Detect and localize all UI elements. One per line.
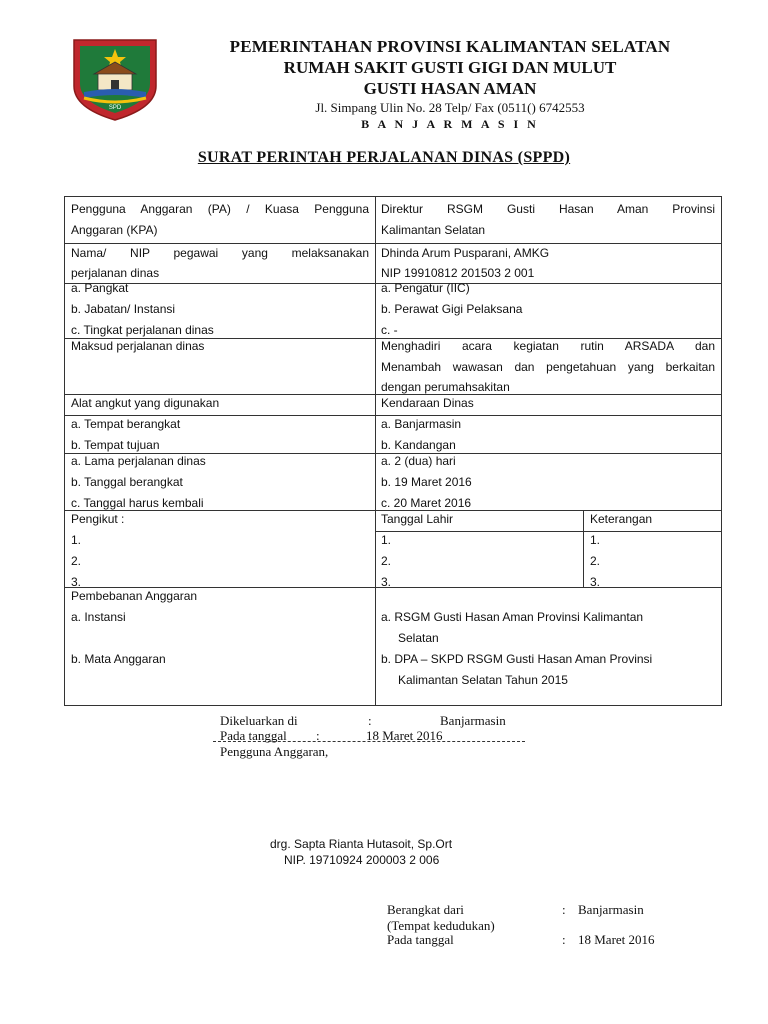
depart-date-value-2: 18 Maret 2016: [578, 932, 655, 947]
purpose-label: Maksud perjalanan dinas: [71, 339, 205, 353]
depart-date-value: b. 19 Maret 2016: [381, 475, 472, 489]
employee-name: Dhinda Arum Pusparani, AMKG: [381, 246, 550, 260]
pa-value-2: Kalimantan Selatan: [381, 223, 486, 237]
budget-agency-value-1: a. RSGM Gusti Hasan Aman Provinsi Kalimantan: [381, 610, 644, 624]
follower-num-3: 3.: [71, 575, 82, 589]
pa-label-1: Pengguna Anggaran (PA) / Kuasa Pengguna: [71, 202, 369, 216]
budget-agency-value-2: Selatan: [398, 631, 439, 645]
destination-value: b. Kandangan: [381, 438, 456, 452]
transport-value: Kendaraan Dinas: [381, 396, 474, 410]
budget-account-value-1: b. DPA – SKPD RSGM Gusti Hasan Aman Provinsi: [381, 652, 653, 666]
header-city: B A N J A R M A S I N: [361, 117, 539, 131]
signer-name: drg. Sapta Rianta Hutasoit, Sp.Ort: [270, 837, 453, 851]
home-base-label: (Tempat kedudukan): [387, 918, 495, 933]
depart-from-label: Berangkat dari: [387, 902, 464, 917]
header-address: Jl. Simpang Ulin No. 28 Telp/ Fax (0511() 6742553: [315, 100, 585, 115]
duration-label: a. Lama perjalanan dinas: [71, 454, 206, 468]
issued-at-colon: :: [368, 713, 372, 728]
employee-label-2: perjalanan dinas: [71, 266, 160, 280]
depart-from-value: Banjarmasin: [578, 902, 644, 917]
purpose-value-2: Menambah wawasan dan pengetahuan yang berkaitan: [381, 360, 715, 374]
issued-at-value: Banjarmasin: [440, 713, 506, 728]
return-date-label: c. Tanggal harus kembali: [71, 496, 204, 510]
notes-num-3: 3.: [590, 575, 601, 589]
header-line-1: PEMERINTAHAN PROVINSI KALIMANTAN SELATAN: [229, 37, 671, 56]
purpose-value-3: dengan perumahsakitan: [381, 380, 510, 394]
rank-label: a. Pangkat: [71, 281, 129, 295]
issued-at-label: Dikeluarkan di: [220, 713, 298, 728]
pa-label-2: Anggaran (KPA): [71, 223, 158, 237]
position-value: b. Perawat Gigi Pelaksana: [381, 302, 523, 316]
transport-label: Alat angkut yang digunakan: [71, 396, 220, 410]
notes-num-2: 2.: [590, 554, 601, 568]
header-line-3: GUSTI HASAN AMAN: [363, 79, 537, 98]
employee-label-1: Nama/ NIP pegawai yang melaksanakan: [71, 246, 369, 260]
sppd-table: [64, 196, 722, 706]
depart-date-colon: :: [562, 932, 566, 947]
budget-agency-label: a. Instansi: [71, 610, 126, 624]
followers-label: Pengikut :: [71, 512, 125, 526]
duration-value: a. 2 (dua) hari: [381, 454, 456, 468]
budget-account-label: b. Mata Anggaran: [71, 652, 166, 666]
depart-from-colon: :: [562, 902, 566, 917]
province-emblem-icon: [70, 36, 160, 122]
issued-date-label: Pada tanggal: [220, 728, 287, 743]
departure-place-label: a. Tempat berangkat: [71, 417, 181, 431]
header-line-2: RUMAH SAKIT GUSTI GIGI DAN MULUT: [283, 58, 617, 77]
travel-level-value: c. -: [381, 323, 398, 337]
purpose-value-1: Menghadiri acara kegiatan rutin ARSADA dan: [381, 339, 715, 353]
notes-num-1: 1.: [590, 533, 601, 547]
depart-date-label-2: Pada tanggal: [387, 932, 454, 947]
emblem-text: SPD: [108, 105, 122, 111]
issued-date-rule: [213, 741, 525, 742]
birthdate-num-2: 2.: [381, 554, 392, 568]
document-title: SURAT PERINTAH PERJALANAN DINAS (SPPD): [197, 149, 571, 166]
issued-role: Pengguna Anggaran,: [220, 744, 329, 759]
birthdate-header: Tanggal Lahir: [381, 512, 454, 526]
notes-header: Keterangan: [590, 512, 653, 526]
travel-level-label: c. Tingkat perjalanan dinas: [71, 323, 214, 337]
employee-nip: NIP 19910812 201503 2 001: [381, 266, 535, 280]
birthdate-num-3: 3.: [381, 575, 392, 589]
pa-value-1: Direktur RSGM Gusti Hasan Aman Provinsi: [381, 202, 715, 216]
budget-account-value-2: Kalimantan Selatan Tahun 2015: [398, 673, 568, 687]
budget-label: Pembebanan Anggaran: [71, 589, 198, 603]
departure-place-value: a. Banjarmasin: [381, 417, 462, 431]
position-label: b. Jabatan/ Instansi: [71, 302, 176, 316]
depart-date-label: b. Tanggal berangkat: [71, 475, 183, 489]
issued-date-colon: :: [316, 728, 320, 743]
issued-date-value: 18 Maret 2016: [366, 728, 443, 743]
return-date-value: c. 20 Maret 2016: [381, 496, 472, 510]
destination-label: b. Tempat tujuan: [71, 438, 160, 452]
rank-value: a. Pengatur (IIC): [381, 281, 470, 295]
birthdate-num-1: 1.: [381, 533, 392, 547]
follower-num-1: 1.: [71, 533, 82, 547]
follower-num-2: 2.: [71, 554, 82, 568]
signer-nip: NIP. 19710924 200003 2 006: [284, 853, 440, 867]
